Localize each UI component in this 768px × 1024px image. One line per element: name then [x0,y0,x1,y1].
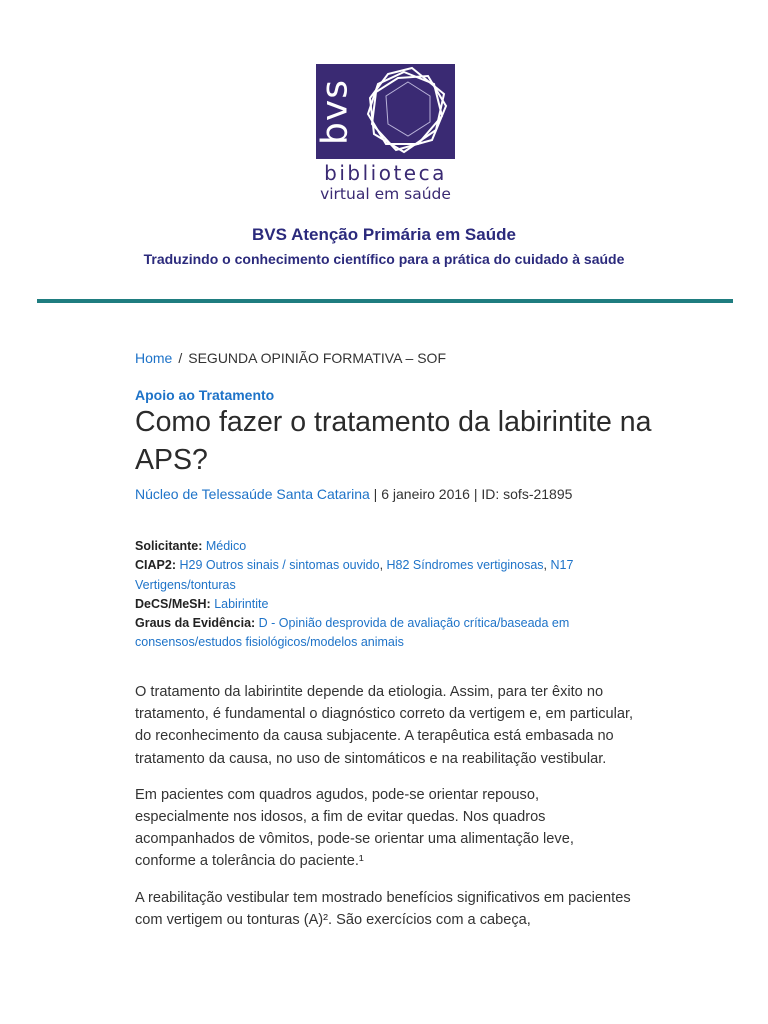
ciap2-link[interactable]: H29 Outros sinais / sintomas ouvido [179,558,380,573]
graus-label: Graus da Evidência: [135,616,256,631]
logo-hexagons-icon [352,64,455,159]
page-title: Como fazer o tratamento da labirintite na APS? [135,406,652,476]
author-link[interactable]: Núcleo de Telessaúde Santa Catarina [135,486,370,502]
decs-row [135,595,635,614]
breadcrumb-home-link[interactable]: Home [135,350,173,366]
header-divider [37,299,733,303]
logo-mark-text: bvs [314,79,356,145]
ciap2-row: CIAP2: H29 Outros sinais / sintomas ouvido, H82 Síndromes vertiginosas, N17 Vertigens/tonturas [135,558,574,592]
solicitante-row [135,537,635,556]
logo-line-1: biblioteca [324,161,447,185]
site-title[interactable]: BVS Atenção Primária em Saúde [252,225,516,244]
site-subtitle: Traduzindo o conhecimento científico para a prática do cuidado à saúde [143,251,625,267]
solicitante-link[interactable]: Médico [205,539,247,553]
post-category-link[interactable]: Apoio ao Tratamento [135,387,275,403]
logo-mark [314,66,356,158]
logo[interactable] [316,64,455,159]
breadcrumb [135,350,446,366]
post-taxonomy [135,537,635,653]
ciap2-label: CIAP2: [135,558,176,573]
decs-link[interactable]: Labirintite [214,596,269,611]
ciap2-link[interactable]: H82 Síndromes vertiginosas [386,558,544,573]
post-meta [135,486,572,502]
logo-line-2: virtual em saúde [320,185,451,203]
breadcrumb-separator: / [178,350,183,366]
graus-link[interactable]: D - Opinião desprovida de avaliação crítica/baseada em consensos/estudos fisiológicos/modelos animais [135,616,570,650]
ciap2-link[interactable]: N17 Vertigens/tonturas [135,558,574,592]
body-paragraph: A reabilitação vestibular tem mostrado benefícios significativos em pacientes com vertigem ou tonturas (A)². São exercícios com a cabeça, [135,889,631,928]
post-date-id: | 6 janeiro 2016 | ID: sofs-21895 [369,486,573,502]
graus-row [135,614,635,653]
body-paragraph: O tratamento da labirintite depende da etiologia. Assim, para ter êxito no tratamento, é fundamental o diagnóstico correto da vertigem e, em particular, do reconhecimento da causa subjacente. A terapêutica está embasada no tratamento da causa, no uso de sintomáticos e na reabilitação vestibular. [135,684,634,767]
decs-label: DeCS/MeSH: [135,596,211,611]
post-body [135,681,635,945]
breadcrumb-current: SEGUNDA OPINIÃO FORMATIVA – SOF [188,350,446,366]
body-paragraph: Em pacientes com quadros agudos, pode-se orientar repouso, especialmente nos idosos, a fim de evitar quedas. Nos quadros acompanhados de vômitos, pode-se orientar uma alimentação leve, conforme a tolerância do paciente.¹ [135,786,574,870]
solicitante-label: Solicitante: [135,539,203,553]
